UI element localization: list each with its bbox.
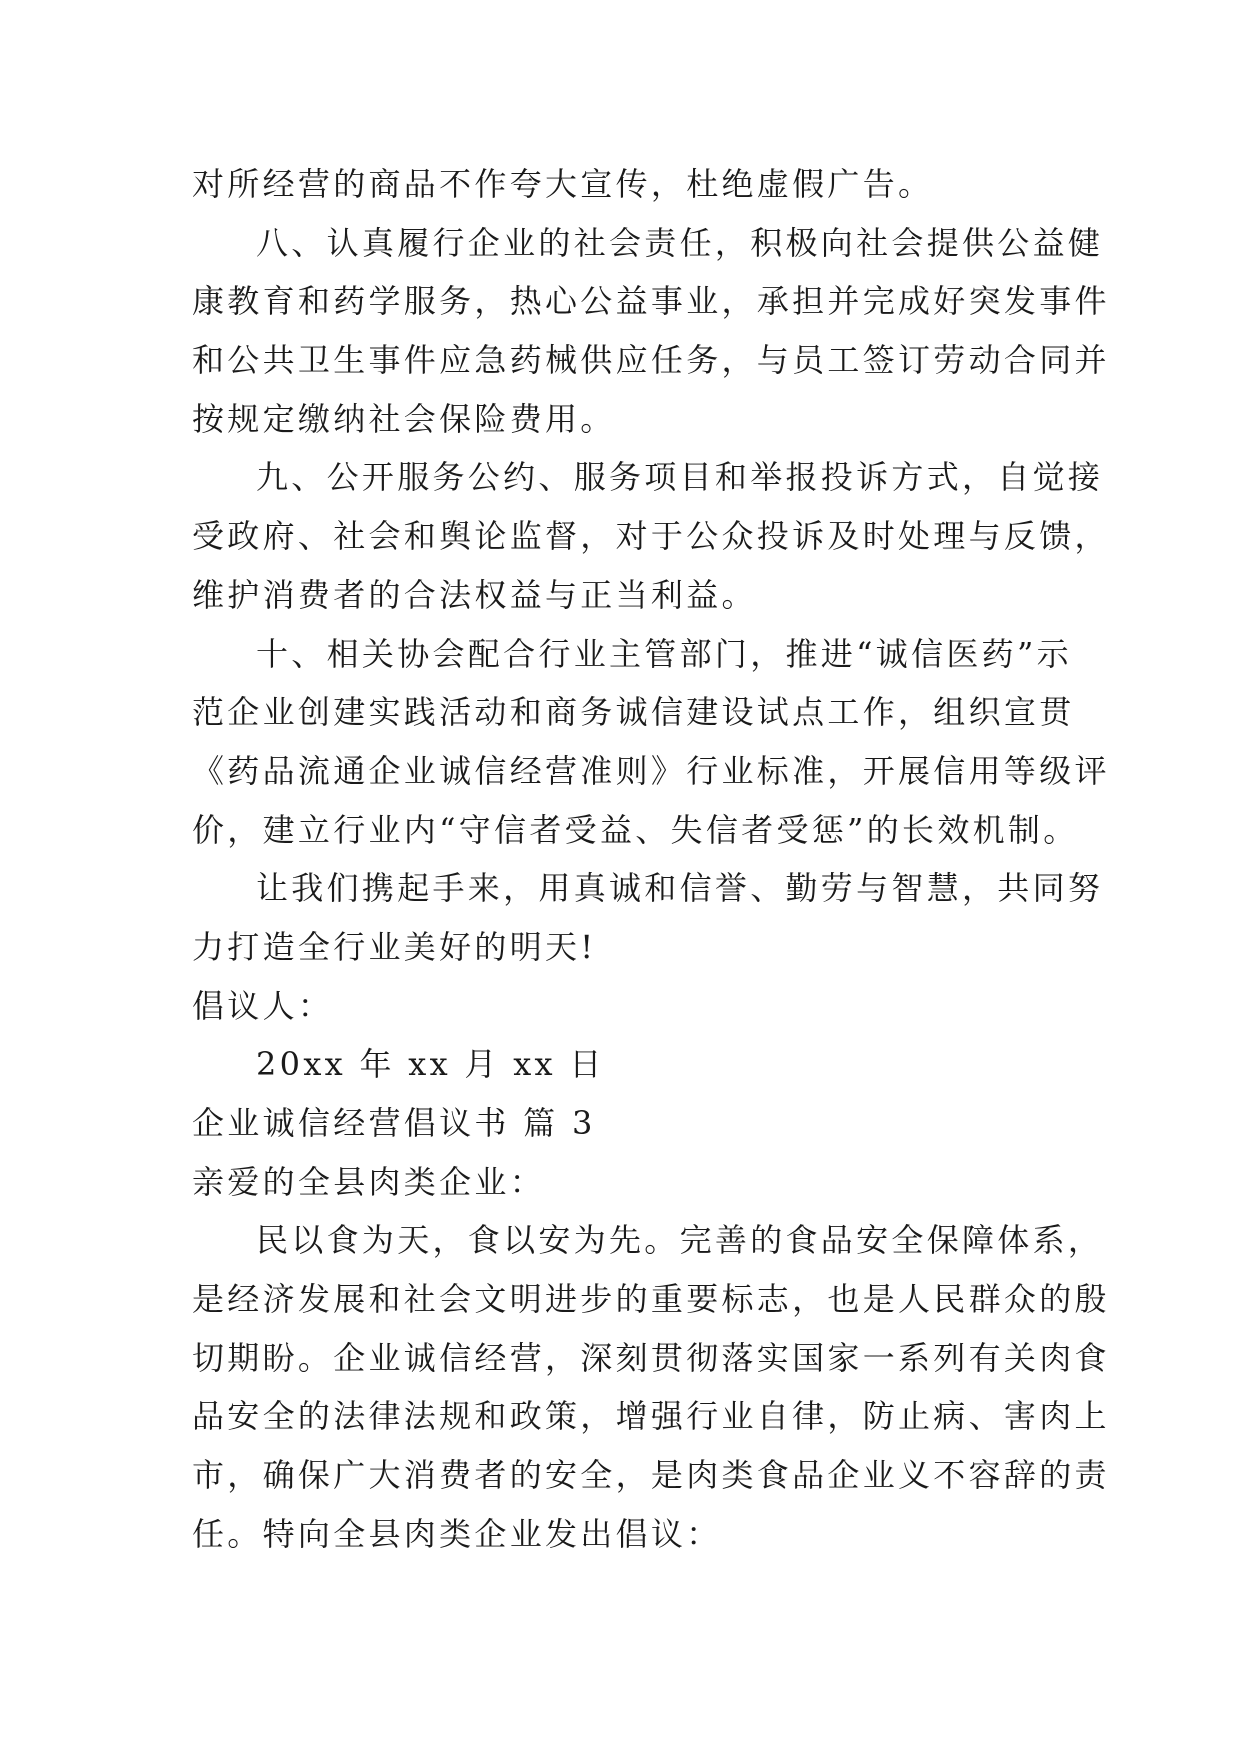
date-line: 20xx 年 xx 月 xx 日 [256, 1045, 605, 1084]
text-line: 任。特向全县肉类企业发出倡议： [192, 1514, 722, 1553]
text-line: 康教育和药学服务，热心公益事业，承担并完成好突发事件 [192, 282, 1110, 321]
text-line: 十、相关协会配合行业主管部门，推进“诚信医药”示 [256, 634, 1072, 673]
text-line: 维护消费者的合法权益与正当利益。 [192, 575, 757, 614]
signatory-label: 倡议人： [192, 986, 334, 1025]
text-line: 让我们携起手来，用真诚和信誉、勤劳与智慧，共同努 [256, 869, 1104, 908]
text-line: 按规定缴纳社会保险费用。 [192, 399, 616, 438]
text-line: 民以食为天，食以安为先。完善的食品安全保障体系， [256, 1221, 1104, 1260]
text-line: 《药品流通企业诚信经营准则》行业标准，开展信用等级评 [192, 751, 1110, 790]
text-line: 九、公开服务公约、服务项目和举报投诉方式，自觉接 [256, 458, 1104, 497]
document-body [192, 155, 1110, 1564]
section-title: 企业诚信经营倡议书 篇 3 [192, 1104, 596, 1142]
text-line: 品安全的法律法规和政策，增强行业自律，防止病、害肉上 [192, 1397, 1110, 1436]
salutation: 亲爱的全县肉类企业： [192, 1162, 546, 1201]
text-line: 市，确保广大消费者的安全，是肉类食品企业义不容辞的责 [192, 1456, 1110, 1495]
text-line: 价，建立行业内“守信者受益、失信者受惩”的长效机制。 [192, 810, 1079, 849]
text-line: 和公共卫生事件应急药械供应任务，与员工签订劳动合同并 [192, 341, 1110, 380]
text-line: 力打造全行业美好的明天! [192, 927, 597, 966]
text-line: 是经济发展和社会文明进步的重要标志，也是人民群众的殷 [192, 1280, 1110, 1319]
text-line: 切期盼。企业诚信经营，深刻贯彻落实国家一系列有关肉食 [192, 1338, 1110, 1377]
text-line: 范企业创建实践活动和商务诚信建设试点工作，组织宣贯 [192, 693, 1075, 732]
text-line: 受政府、社会和舆论监督，对于公众投诉及时处理与反馈， [192, 517, 1110, 556]
text-line: 对所经营的商品不作夸大宣传，杜绝虚假广告。 [192, 165, 934, 203]
text-line: 八、认真履行企业的社会责任，积极向社会提供公益健 [256, 223, 1104, 262]
